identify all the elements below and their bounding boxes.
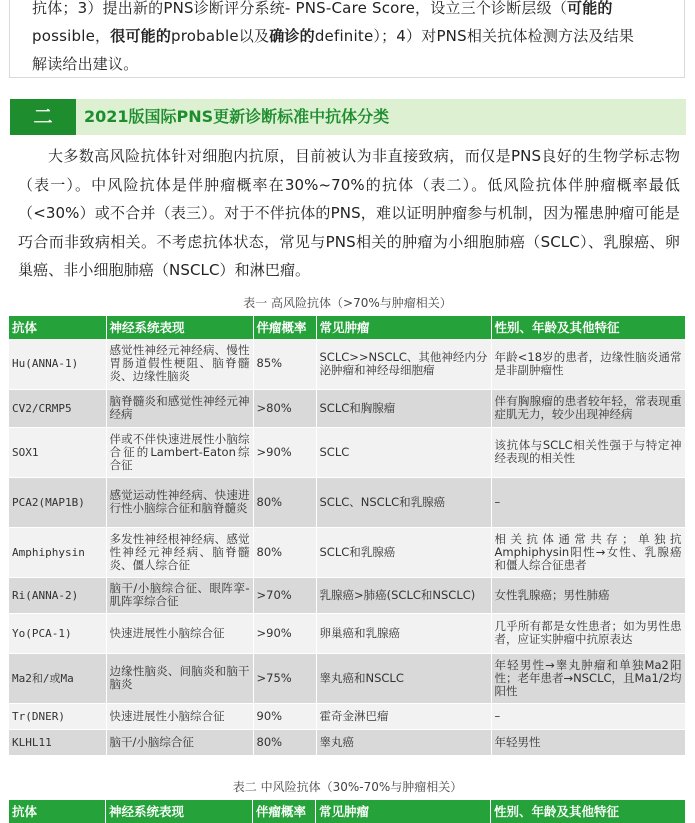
cell-prob: 80% <box>253 477 316 527</box>
t2-header-antibody: 抗体 <box>9 800 106 823</box>
cell-neuro: 脑干/小脑综合征 <box>106 729 253 755</box>
intro-box <box>9 0 685 78</box>
cell-tumor: 卵巢癌和乳腺癌 <box>316 613 491 653</box>
body-paragraph: 大多数高风险抗体针对细胞内抗原，目前被认为非直接致病，而仅是PNS良好的生物学标志物（表一）。中风险抗体是伴肿瘤概率在30%~70%的抗体（表二）。低风险抗体伴肿瘤概率最低（<30%）或不合并（表三）。对于不伴抗体的PNS，难以证明肿瘤参与机制，因为罹患肿瘤可能是巧合而非致病相关。不考虑抗体状态，常见与PNS相关的肿瘤为小细胞肺癌（SCLC）、乳腺癌、卵巢癌、非小细胞肺癌（NSCLC）和淋巴瘤。 <box>18 147 680 279</box>
cell-neuro: 边缘性脑炎、间脑炎和脑干脑炎 <box>106 653 253 703</box>
cell-prob: 80% <box>253 527 316 577</box>
section-number: 二 <box>10 99 76 135</box>
header-antibody: 抗体 <box>9 316 106 339</box>
t2-header-tumor: 常见肿瘤 <box>316 800 491 823</box>
t2-header-other: 性别、年龄及其他特征 <box>494 804 620 819</box>
cell-other: 年轻男性→睾丸肿瘤和单独Ma2阳性；老年患者→NSCLC，且Ma1/2均阳性 <box>491 653 685 703</box>
header-neuro: 神经系统表现 <box>106 316 253 339</box>
cell-other: 女性乳腺癌；男性肺癌 <box>491 577 685 613</box>
cell-antibody: Ri(ANNA-2) <box>9 577 106 613</box>
intro-line-3: 解读给出建议。 <box>32 55 139 73</box>
table1-caption: 表一 高风险抗体（>70%与肿瘤相关） <box>243 296 452 310</box>
cell-tumor: SCLC和乳腺癌 <box>316 527 491 577</box>
cell-neuro: 脑脊髓炎和感觉性神经元神经病 <box>106 389 253 427</box>
cell-prob: >75% <box>253 653 316 703</box>
cell-antibody: KLHL11 <box>9 729 106 755</box>
cell-antibody: PCA2(MAP1B) <box>9 477 106 527</box>
intro-line-2: possible，很可能的probable以及确诊的definite）；4）对PNS相关抗体检测方法及结果 <box>32 27 635 45</box>
cell-tumor: 乳腺癌>肺癌(SCLC和NSCLC) <box>316 577 491 613</box>
section-header <box>10 99 686 135</box>
cell-neuro: 感觉性神经元神经病、慢性胃肠道假性梗阻、脑脊髓炎、边缘性脑炎 <box>106 339 253 389</box>
cell-neuro: 快速进展性小脑综合征 <box>106 613 253 653</box>
cell-tumor: SCLC和胸腺瘤 <box>316 389 491 427</box>
cell-other: 伴有胸腺瘤的患者较年轻，常表现重症肌无力，较少出现神经病 <box>491 389 685 427</box>
table-header-row <box>9 316 685 339</box>
cell-neuro: 感觉运动性神经病、快速进行性小脑综合征和脑脊髓炎 <box>106 477 253 527</box>
cell-other: 年轻男性 <box>491 729 685 755</box>
header-prob: 伴瘤概率 <box>253 316 316 339</box>
table-row <box>9 613 685 653</box>
table2-header-row <box>9 800 685 823</box>
cell-prob: 90% <box>253 703 316 729</box>
cell-prob: >70% <box>253 577 316 613</box>
cell-tumor: SCLC <box>316 427 491 477</box>
cell-tumor: 睾丸癌 <box>316 729 491 755</box>
cell-other: – <box>491 703 685 729</box>
cell-antibody: Ma2和/或Ma <box>9 653 106 703</box>
table-row <box>9 339 685 389</box>
cell-tumor: SCLC>>NSCLC、其他神经内分泌肿瘤和神经母细胞瘤 <box>316 339 491 389</box>
table-row <box>9 527 685 577</box>
cell-antibody: Tr(DNER) <box>9 703 106 729</box>
table2-caption: 表二 中风险抗体（30%-70%与肿瘤相关） <box>232 780 463 794</box>
high-risk-antibody-table <box>9 316 686 756</box>
header-tumor: 常见肿瘤 <box>316 316 491 339</box>
cell-neuro: 伴或不伴快速进展性小脑综合征的Lambert-Eaton综合征 <box>106 427 253 477</box>
header-other: 性别、年龄及其他特征 <box>491 316 685 339</box>
cell-neuro: 多发性神经根神经病、感觉性神经元神经病、脑脊髓炎、僵人综合征 <box>106 527 253 577</box>
cell-antibody: CV2/CRMP5 <box>9 389 106 427</box>
t2-header-prob: 伴瘤概率 <box>253 800 316 823</box>
cell-prob: 85% <box>253 339 316 389</box>
table-row <box>9 703 685 729</box>
cell-prob: >80% <box>253 389 316 427</box>
cell-other: – <box>491 477 685 527</box>
table-row <box>9 653 685 703</box>
cell-prob: >90% <box>253 427 316 477</box>
cell-tumor: 睾丸癌和NSCLC <box>316 653 491 703</box>
cell-prob: >90% <box>253 613 316 653</box>
cell-antibody: Yo(PCA-1) <box>9 613 106 653</box>
cell-antibody: SOX1 <box>9 427 106 477</box>
cell-tumor: SCLC、NSCLC和乳腺癌 <box>316 477 491 527</box>
cell-prob: 80% <box>253 729 316 755</box>
table-row <box>9 729 685 755</box>
table-row <box>9 427 685 477</box>
cell-neuro: 快速进展性小脑综合征 <box>106 703 253 729</box>
cell-other: 年龄<18岁的患者，边缘性脑炎通常是非副肿瘤性 <box>491 339 685 389</box>
cell-antibody: Amphiphysin <box>9 527 106 577</box>
cell-other: 该抗体与SCLC相关性强于与特定神经表现的相关性 <box>491 427 685 477</box>
cell-other: 几乎所有都是女性患者；如为男性患者，应证实肿瘤中抗原表达 <box>491 613 685 653</box>
intro-line-1: 抗体；3）提出新的PNS诊断评分系统- PNS-Care Score，设立三个诊断层级（可能的 <box>32 0 613 17</box>
cell-antibody: Hu(ANNA-1) <box>9 339 106 389</box>
table-row <box>9 389 685 427</box>
table-row <box>9 577 685 613</box>
cell-tumor: 霍奇金淋巴瘤 <box>316 703 491 729</box>
cell-other: 相关抗体通常共存；单独抗Amphiphysin阳性→女性、乳腺癌和僵人综合征患者 <box>491 527 685 577</box>
table-row <box>9 477 685 527</box>
cell-neuro: 脑干/小脑综合征、眼阵挛-肌阵挛综合征 <box>106 577 253 613</box>
t2-header-neuro: 神经系统表现 <box>106 800 253 823</box>
section-title: 2021版国际PNS更新诊断标准中抗体分类 <box>84 107 390 126</box>
